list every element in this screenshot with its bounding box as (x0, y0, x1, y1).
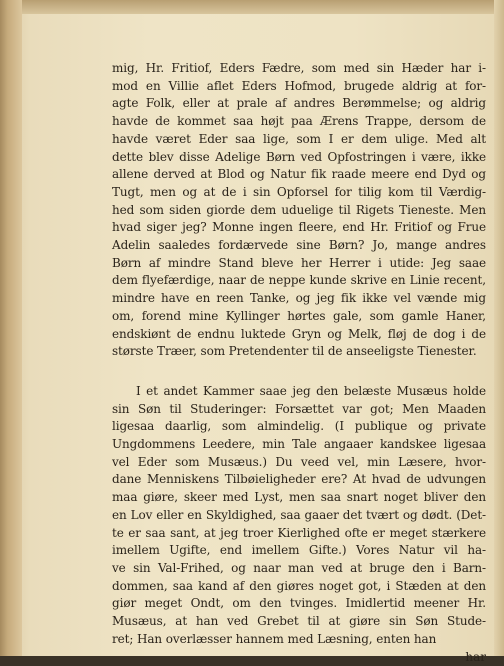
text-line: Musæus, at han ved Grebet til at giøre sin Søn Stude- (112, 613, 486, 631)
book-gutter (0, 0, 22, 656)
text-line: sin Søn til Studeringer: Forsættet var got; Men Maaden (112, 401, 486, 419)
text-line: Ungdommens Leedere, min Tale angaaer kandskee ligesaa (112, 436, 486, 454)
text-line: om, forend mine Kyllinger hørtes gale, som gamle Haner, (112, 308, 486, 326)
paragraph-gap (112, 361, 486, 383)
text-line: hed som siden giorde dem uduelige til Rigets Tieneste. Men (112, 202, 486, 220)
text-line: te er saa sant, at jeg troer Kierlighed ofte er meget stærkere (112, 525, 486, 543)
paragraph-2 (112, 383, 486, 649)
paragraph-1 (112, 60, 486, 361)
text-line: dane Menniskens Tilbøieligheder ere? At hvad de udvungen (112, 471, 486, 489)
catchword: har (465, 649, 486, 666)
text-line: agte Folk, eller at prale af andres Berømmelse; og aldrig (112, 95, 486, 113)
text-line: dette blev disse Adelige Børn ved Opfostringen i være, ikke (112, 149, 486, 167)
text-line: havde været Eder saa lige, som I er dem ulige. Med alt (112, 131, 486, 149)
text-line: maa giøre, skeer med Lyst, men saa snart noget bliver den (112, 489, 486, 507)
text-line: Adelin saaledes fordærvede sine Børn? Jo, mange andres (112, 237, 486, 255)
text-line: allene derved at Blod og Natur fik raade meere end Dyd og (112, 166, 486, 184)
text-line: Tugt, men og at de i sin Opforsel for tilig kom til Værdig- (112, 184, 486, 202)
page-right-edge (494, 0, 504, 656)
text-line: mindre have en reen Tanke, og jeg fik ikke vel vænde mig (112, 290, 486, 308)
text-line: hvad siger jeg? Monne ingen fleere, end Hr. Fritiof og Frue (112, 219, 486, 237)
page-text (112, 60, 486, 666)
text-line: vel Eder som Musæus.) Du veed vel, min Læsere, hvor- (112, 454, 486, 472)
text-line: endskiønt de endnu luktede Gryn og Melk, fløj de dog i de (112, 326, 486, 344)
text-line: mod en Villie aflet Eders Hofmod, brugede aldrig at for- (112, 78, 486, 96)
text-line: dommen, saa kand af den giøres noget got, i Stæden at den (112, 578, 486, 596)
page-top-shadow (0, 0, 504, 14)
text-line: ligesaa daarlig, som almindelig. (I publique og private (112, 418, 486, 436)
text-line: en Lov eller en Skyldighed, saa gaaer det tvært og dødt. (Det- (112, 507, 486, 525)
catchword-line (112, 649, 486, 666)
text-line: mig, Hr. Fritiof, Eders Fædre, som med sin Hæder har i- (112, 60, 486, 78)
text-line: ve sin Val-Frihed, og naar man ved at bruge den i Barn- (112, 560, 486, 578)
text-line: største Træer, som Pretendenter til de anseeligste Tienester. (112, 343, 486, 361)
text-line: ret; Han overlæsser hannem med Læsning, enten han (112, 631, 486, 649)
text-line: havde de kommet saa højt paa Ærens Trappe, dersom de (112, 113, 486, 131)
text-line: Børn af mindre Stand bleve her Herrer i utide: Jeg saae (112, 255, 486, 273)
text-line: imellem Ugifte, end imellem Gifte.) Vores Natur vil ha- (112, 542, 486, 560)
text-line: dem flyefærdige, naar de neppe kunde skrive en Linie recent, (112, 272, 486, 290)
text-line: I et andet Kammer saae jeg den belæste Musæus holde (112, 383, 486, 401)
text-line: giør meget Ondt, om den tvinges. Imidlertid meener Hr. (112, 595, 486, 613)
